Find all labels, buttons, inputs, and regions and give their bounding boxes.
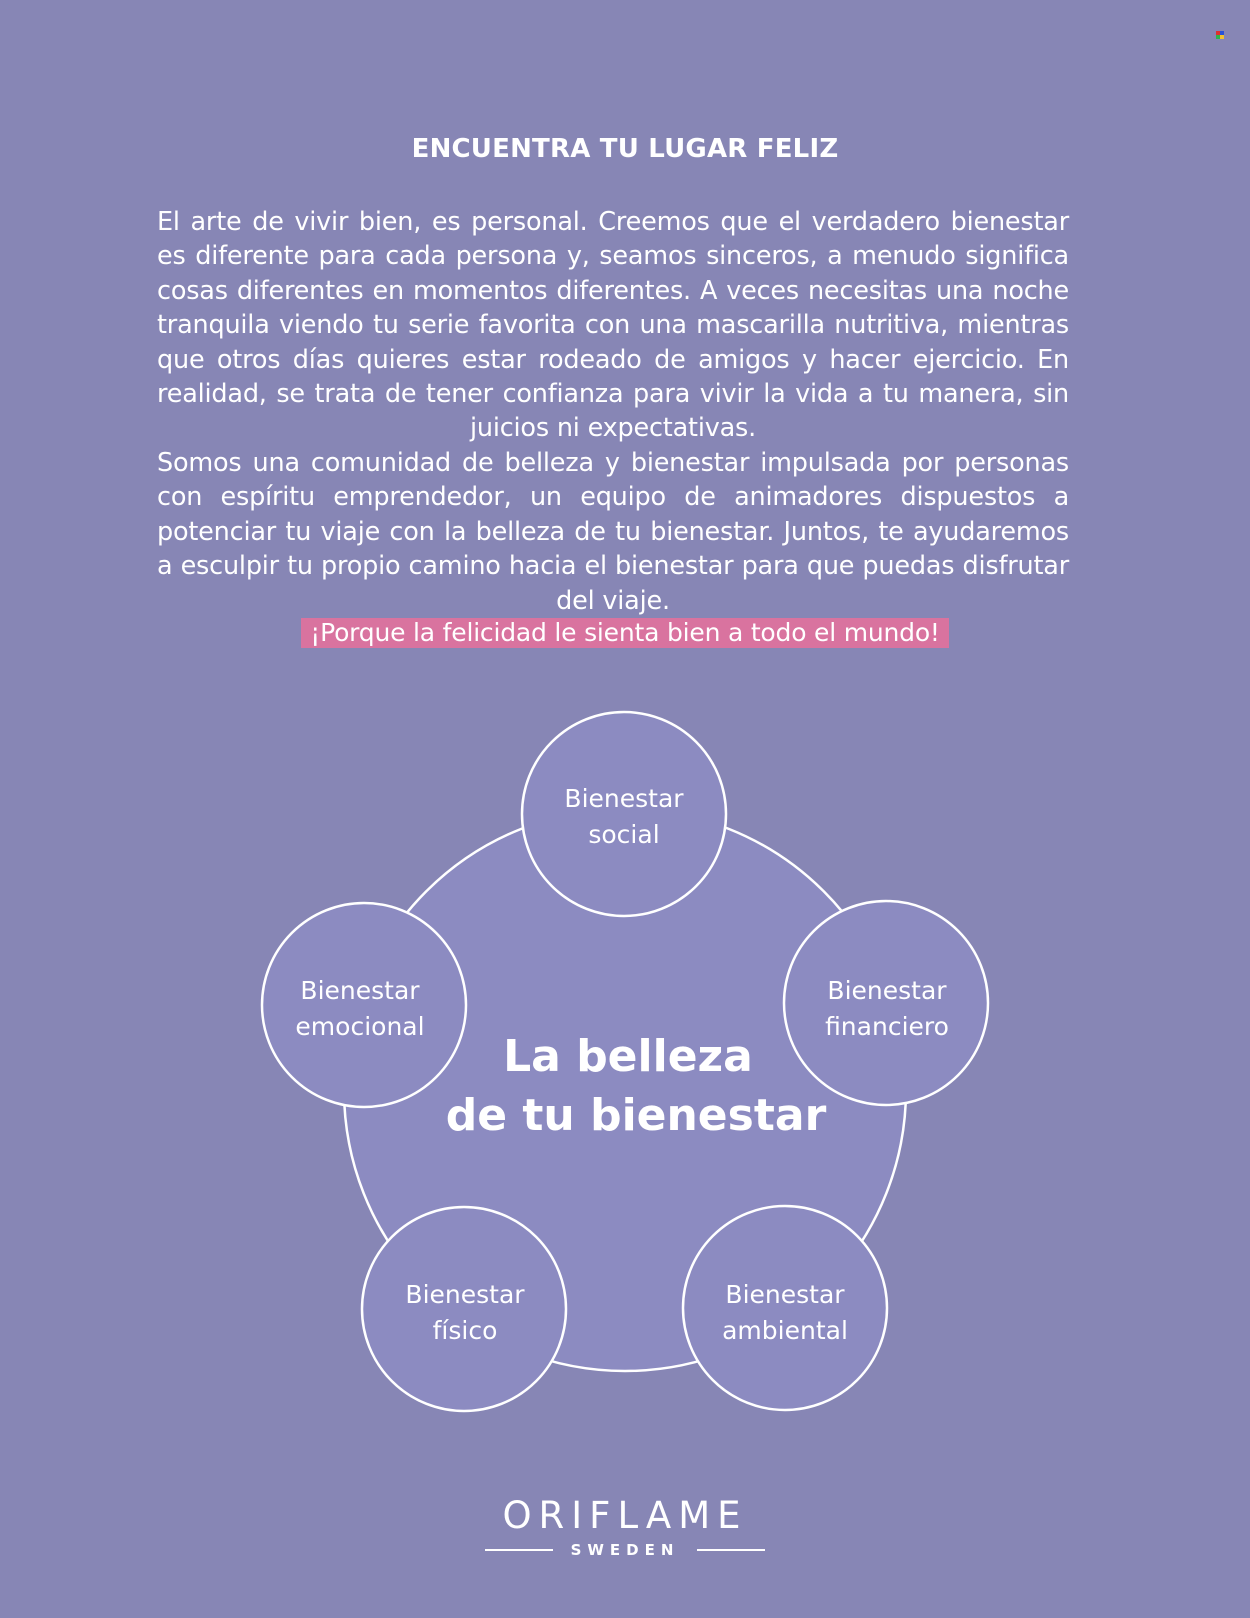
logo-left-rule [485, 1549, 553, 1551]
node-emocional-line-1: Bienestar [300, 976, 420, 1005]
node-social-line-1: Bienestar [564, 784, 684, 813]
node-social [522, 712, 726, 916]
page-title: ENCUENTRA TU LUGAR FELIZ [411, 134, 839, 164]
center-title-line-1: La belleza [503, 1031, 753, 1082]
brand-subtitle-row [485, 1539, 765, 1561]
oriflame-logo [485, 1494, 765, 1558]
node-emocional-line-2: emocional [295, 1012, 425, 1041]
logo-right-rule [697, 1549, 765, 1551]
node-ambiental-line-2: ambiental [722, 1316, 848, 1345]
node-fisico [362, 1207, 566, 1411]
slogan-highlight: ¡Porque la felicidad le sienta bien a todo el mundo! [301, 618, 948, 648]
node-ambiental-line-1: Bienestar [725, 1280, 845, 1309]
node-ambiental [683, 1206, 887, 1410]
brand-name: ORIFLAME [502, 1494, 748, 1537]
node-financiero-line-1: Bienestar [827, 976, 947, 1005]
center-title-line-2: de tu bienestar [445, 1090, 827, 1141]
node-emocional [262, 903, 466, 1107]
community-paragraph: Somos una comunidad de belleza y bienestar impulsada por personas con espíritu emprendedor, un equipo de animadores dispuestos a potenciar tu viaje con la belleza de tu bienestar. Juntos, te ayudaremos a esculpir tu propio camino hacia el bienestar para que puedas disfrutar del viaje. [157, 448, 1069, 616]
node-fisico-line-1: Bienestar [405, 1280, 525, 1309]
node-social-line-2: social [588, 820, 660, 849]
node-financiero-line-2: financiero [825, 1012, 949, 1041]
brand-subtitle: SWEDEN [570, 1541, 680, 1559]
node-financiero [784, 901, 988, 1105]
node-fisico-line-2: físico [432, 1316, 498, 1345]
intro-paragraph: El arte de vivir bien, es personal. Creemos que el verdadero bienestar es diferente para cada persona y, seamos sinceros, a menudo significa cosas diferentes en momentos diferentes. A veces necesitas una noche tranquila viendo tu serie favorita con una mascarilla nutritiva, mientras que otros días quieres estar rodeado de amigos y hacer ejercicio. En realidad, se trata de tener confianza para vivir la vida a tu manera, sin juicios ni expectativas. [157, 207, 1069, 444]
